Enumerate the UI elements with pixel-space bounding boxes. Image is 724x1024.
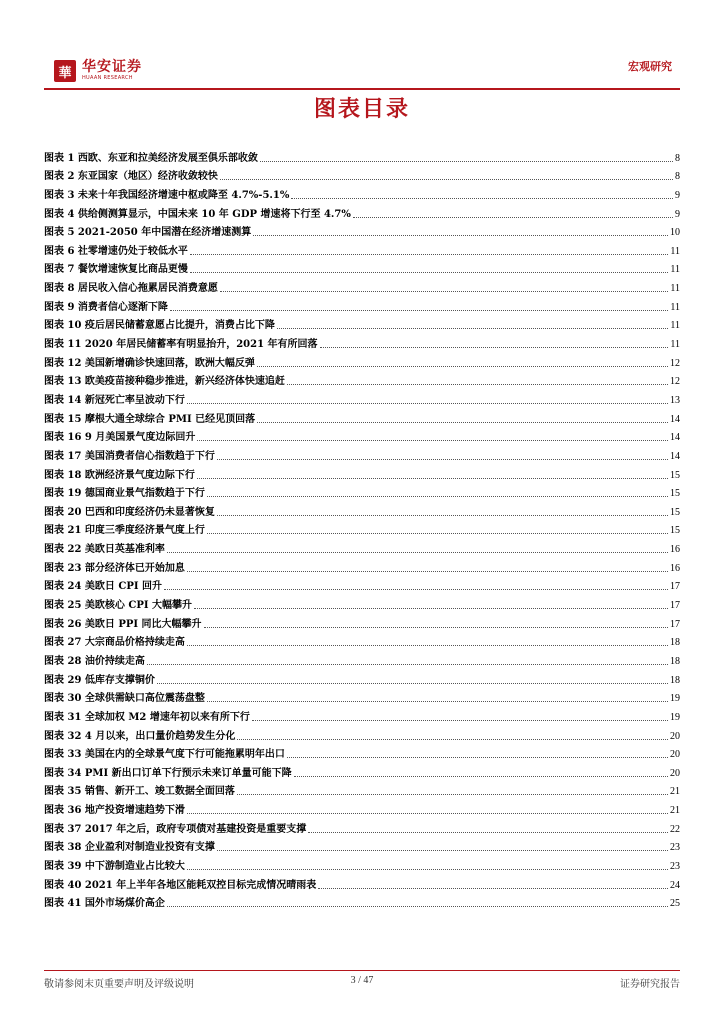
- toc-entry-page: 11: [670, 264, 680, 276]
- toc-entry-page: 15: [670, 469, 680, 481]
- logo-name-en: HUAAN RESEARCH: [82, 75, 133, 81]
- toc-entry-page: 11: [670, 301, 680, 313]
- toc-entry[interactable]: [44, 314, 680, 333]
- toc-entry-page: 12: [670, 376, 680, 388]
- toc-dot-leader: [207, 701, 668, 702]
- toc-dot-leader: [237, 739, 668, 740]
- toc-entry-label: 图表 11 2020 年居民储蓄率有明显抬升，2021 年有所回落: [44, 339, 318, 351]
- toc-entry-page: 9: [675, 189, 680, 201]
- toc-entry[interactable]: [44, 407, 680, 426]
- toc-entry[interactable]: [44, 836, 680, 855]
- toc-dot-leader: [277, 328, 668, 329]
- toc-entry[interactable]: [44, 761, 680, 780]
- toc-entry-page: 15: [670, 488, 680, 500]
- toc-entry[interactable]: [44, 351, 680, 370]
- toc-entry-label: 图表 15 摩根大通全球综合 PMI 已经见顶回落: [44, 413, 256, 425]
- toc-entry-label: 图表 26 美欧日 PPI 同比大幅攀升: [44, 618, 202, 630]
- toc-entry-label: 图表 27 大宗商品价格持续走高: [44, 637, 185, 649]
- toc-entry-page: 25: [670, 898, 680, 910]
- page-footer: [44, 970, 680, 990]
- toc-entry-label: 图表 14 新冠死亡率呈波动下行: [44, 394, 185, 406]
- toc-dot-leader: [217, 850, 668, 851]
- toc-dot-leader: [318, 888, 668, 889]
- toc-entry[interactable]: [44, 276, 680, 295]
- toc-entry-label: 图表 41 国外市场煤价高企: [44, 898, 165, 910]
- toc-dot-leader: [197, 440, 668, 441]
- toc-entry[interactable]: [44, 500, 680, 519]
- toc-entry-label: 图表 21 印度三季度经济景气度上行: [44, 525, 205, 537]
- toc-dot-leader: [190, 272, 668, 273]
- toc-entry[interactable]: [44, 519, 680, 538]
- toc-dot-leader: [187, 645, 668, 646]
- toc-entry-label: 图表 28 油价持续走高: [44, 655, 145, 667]
- toc-entry-page: 11: [670, 320, 680, 332]
- toc-entry-page: 23: [670, 842, 680, 854]
- page-number: 3 / 47: [350, 975, 374, 986]
- toc-entry-label: 图表 1 西欧、东亚和拉美经济发展至俱乐部收敛: [44, 152, 258, 164]
- toc-entry[interactable]: [44, 258, 680, 277]
- toc-entry-page: 21: [670, 786, 680, 798]
- toc-dot-leader: [287, 757, 668, 758]
- toc-entry[interactable]: [44, 705, 680, 724]
- toc-entry-page: 16: [670, 544, 680, 556]
- toc-dot-leader: [253, 235, 668, 236]
- toc-entry-page: 11: [670, 339, 680, 351]
- toc-entry-label: 图表 2 东亚国家（地区）经济收敛较快: [44, 171, 218, 183]
- toc-entry-label: 图表 38 企业盈利对制造业投资有支撑: [44, 842, 215, 854]
- toc-entry-label: 图表 19 德国商业景气指数趋于下行: [44, 488, 205, 500]
- toc-dot-leader: [187, 813, 668, 814]
- toc-entry-page: 18: [670, 655, 680, 667]
- toc-entry[interactable]: [44, 743, 680, 762]
- toc-entry-page: 20: [670, 730, 680, 742]
- toc-entry[interactable]: [44, 631, 680, 650]
- footer-disclaimer: 敬请参阅末页重要声明及评级说明: [44, 979, 194, 990]
- toc-dot-leader: [167, 552, 668, 553]
- toc-entry-page: 17: [670, 600, 680, 612]
- toc-entry[interactable]: [44, 687, 680, 706]
- toc-dot-leader: [252, 720, 668, 721]
- toc-entry[interactable]: [44, 183, 680, 202]
- toc-dot-leader: [287, 384, 668, 385]
- toc-dot-leader: [260, 161, 673, 162]
- toc-entry-label: 图表 17 美国消费者信心指数趋于下行: [44, 450, 215, 462]
- toc-dot-leader: [257, 422, 668, 423]
- toc-dot-leader: [217, 459, 668, 460]
- toc-entry-label: 图表 34 PMI 新出口订单下行预示未来订单量可能下降: [44, 767, 292, 779]
- toc-dot-leader: [291, 198, 673, 199]
- toc-entry[interactable]: [44, 556, 680, 575]
- section-label: 宏观研究: [628, 60, 672, 73]
- header-divider: [44, 88, 680, 90]
- toc-entry-label: 图表 32 4 月以来，出口量价趋势发生分化: [44, 730, 236, 742]
- toc-entry-label: 图表 35 销售、新开工、竣工数据全面回落: [44, 786, 235, 798]
- logo-name-cn: 华安证券: [82, 59, 142, 75]
- company-logo: [54, 60, 142, 82]
- toc-entry-page: 12: [670, 357, 680, 369]
- toc-entry[interactable]: [44, 463, 680, 482]
- toc-entry-page: 8: [675, 171, 680, 183]
- page-title: 图表目录: [313, 96, 410, 122]
- toc-entry-page: 9: [675, 208, 680, 220]
- toc-entry-label: 图表 4 供给侧测算显示，中国未来 10 年 GDP 增速将下行至 4.7%: [44, 208, 351, 220]
- toc-entry[interactable]: [44, 780, 680, 799]
- toc-entry[interactable]: [44, 444, 680, 463]
- toc-dot-leader: [353, 217, 673, 218]
- toc-entry-label: 图表 36 地产投资增速趋势下滑: [44, 805, 185, 817]
- toc-entry-page: 13: [670, 394, 680, 406]
- toc-entry-label: 图表 39 中下游制造业占比较大: [44, 860, 185, 872]
- table-of-figures: [44, 146, 680, 910]
- toc-entry[interactable]: [44, 668, 680, 687]
- toc-entry-label: 图表 3 未来十年我国经济增速中枢或降至 4.7%-5.1%: [44, 189, 290, 201]
- toc-entry[interactable]: [44, 370, 680, 389]
- toc-dot-leader: [190, 254, 668, 255]
- toc-entry-page: 11: [670, 245, 680, 257]
- toc-entry[interactable]: [44, 165, 680, 184]
- toc-entry[interactable]: [44, 612, 680, 631]
- toc-entry-label: 图表 25 美欧核心 CPI 大幅攀升: [44, 600, 192, 612]
- toc-dot-leader: [187, 571, 668, 572]
- toc-entry-label: 图表 18 欧洲经济景气度边际下行: [44, 469, 195, 481]
- toc-entry-page: 8: [675, 152, 680, 164]
- toc-dot-leader: [257, 366, 668, 367]
- toc-entry-label: 图表 10 疫后居民储蓄意愿占比提升，消费占比下降: [44, 320, 275, 332]
- toc-entry-label: 图表 29 低库存支撑铜价: [44, 674, 155, 686]
- toc-entry-page: 11: [670, 283, 680, 295]
- toc-dot-leader: [197, 478, 668, 479]
- toc-entry-label: 图表 16 9 月美国景气度边际回升: [44, 432, 196, 444]
- toc-dot-leader: [220, 179, 673, 180]
- toc-entry-page: 15: [670, 506, 680, 518]
- toc-entry-page: 16: [670, 562, 680, 574]
- toc-entry-page: 21: [670, 805, 680, 817]
- toc-dot-leader: [237, 794, 668, 795]
- toc-dot-leader: [170, 310, 668, 311]
- toc-entry-label: 图表 5 2021-2050 年中国潜在经济增速测算: [44, 227, 252, 239]
- toc-entry[interactable]: [44, 817, 680, 836]
- toc-dot-leader: [167, 906, 668, 907]
- report-type: 证券研究报告: [620, 979, 680, 990]
- toc-entry[interactable]: [44, 575, 680, 594]
- toc-entry-label: 图表 20 巴西和印度经济仍未显著恢复: [44, 506, 215, 518]
- toc-dot-leader: [187, 869, 668, 870]
- toc-entry[interactable]: [44, 892, 680, 911]
- toc-entry[interactable]: [44, 426, 680, 445]
- toc-entry[interactable]: [44, 649, 680, 668]
- toc-entry-label: 图表 37 2017 年之后，政府专项债对基建投资是重要支撑: [44, 823, 307, 835]
- toc-entry-page: 19: [670, 711, 680, 723]
- toc-entry-label: 图表 13 欧美疫苗接种稳步推进，新兴经济体快速追赶: [44, 376, 285, 388]
- toc-entry-page: 14: [670, 413, 680, 425]
- toc-dot-leader: [194, 608, 668, 609]
- toc-entry-page: 23: [670, 860, 680, 872]
- toc-dot-leader: [320, 347, 669, 348]
- toc-entry-page: 17: [670, 618, 680, 630]
- toc-dot-leader: [308, 832, 668, 833]
- toc-entry-page: 18: [670, 674, 680, 686]
- toc-dot-leader: [157, 683, 668, 684]
- toc-entry-page: 17: [670, 581, 680, 593]
- toc-entry-page: 18: [670, 637, 680, 649]
- toc-entry-label: 图表 40 2021 年上半年各地区能耗双控目标完成情况晴雨表: [44, 879, 317, 891]
- footer-divider: [44, 970, 680, 971]
- toc-entry[interactable]: [44, 593, 680, 612]
- toc-entry-page: 20: [670, 749, 680, 761]
- toc-entry[interactable]: [44, 537, 680, 556]
- page-header: [44, 52, 680, 96]
- toc-dot-leader: [207, 496, 668, 497]
- toc-dot-leader: [204, 627, 668, 628]
- toc-entry[interactable]: [44, 724, 680, 743]
- toc-dot-leader: [217, 515, 668, 516]
- toc-entry-label: 图表 8 居民收入信心拖累居民消费意愿: [44, 283, 218, 295]
- toc-entry[interactable]: [44, 854, 680, 873]
- toc-entry-label: 图表 31 全球加权 M2 增速年初以来有所下行: [44, 711, 250, 723]
- toc-entry[interactable]: [44, 295, 680, 314]
- logo-seal-icon: 華: [54, 60, 76, 82]
- toc-entry-label: 图表 22 美欧日英基准利率: [44, 544, 165, 556]
- toc-entry-page: 22: [670, 823, 680, 835]
- toc-entry[interactable]: [44, 239, 680, 258]
- toc-dot-leader: [294, 776, 668, 777]
- toc-entry-label: 图表 6 社零增速仍处于较低水平: [44, 245, 188, 257]
- toc-entry[interactable]: [44, 221, 680, 240]
- toc-entry[interactable]: [44, 202, 680, 221]
- toc-entry-label: 图表 12 美国新增确诊快速回落，欧洲大幅反弹: [44, 357, 255, 369]
- toc-entry-label: 图表 7 餐饮增速恢复比商品更慢: [44, 264, 188, 276]
- toc-dot-leader: [207, 533, 668, 534]
- toc-entry[interactable]: [44, 388, 680, 407]
- toc-entry-page: 20: [670, 767, 680, 779]
- toc-entry-page: 24: [670, 879, 680, 891]
- toc-entry[interactable]: [44, 798, 680, 817]
- toc-entry-label: 图表 9 消费者信心逐渐下降: [44, 301, 168, 313]
- toc-entry[interactable]: [44, 873, 680, 892]
- toc-entry-page: 10: [670, 227, 680, 239]
- toc-dot-leader: [147, 664, 668, 665]
- toc-dot-leader: [164, 589, 668, 590]
- toc-entry-page: 14: [670, 432, 680, 444]
- toc-entry-page: 19: [670, 693, 680, 705]
- toc-dot-leader: [187, 403, 668, 404]
- toc-entry-label: 图表 33 美国在内的全球景气度下行可能拖累明年出口: [44, 749, 285, 761]
- toc-entry-page: 14: [670, 450, 680, 462]
- toc-entry-page: 15: [670, 525, 680, 537]
- toc-entry[interactable]: [44, 332, 680, 351]
- toc-entry[interactable]: [44, 146, 680, 165]
- toc-entry-label: 图表 24 美欧日 CPI 回升: [44, 581, 162, 593]
- toc-entry[interactable]: [44, 482, 680, 501]
- toc-dot-leader: [220, 291, 668, 292]
- toc-entry-label: 图表 30 全球供需缺口高位震荡盘整: [44, 693, 205, 705]
- toc-entry-label: 图表 23 部分经济体已开始加息: [44, 562, 185, 574]
